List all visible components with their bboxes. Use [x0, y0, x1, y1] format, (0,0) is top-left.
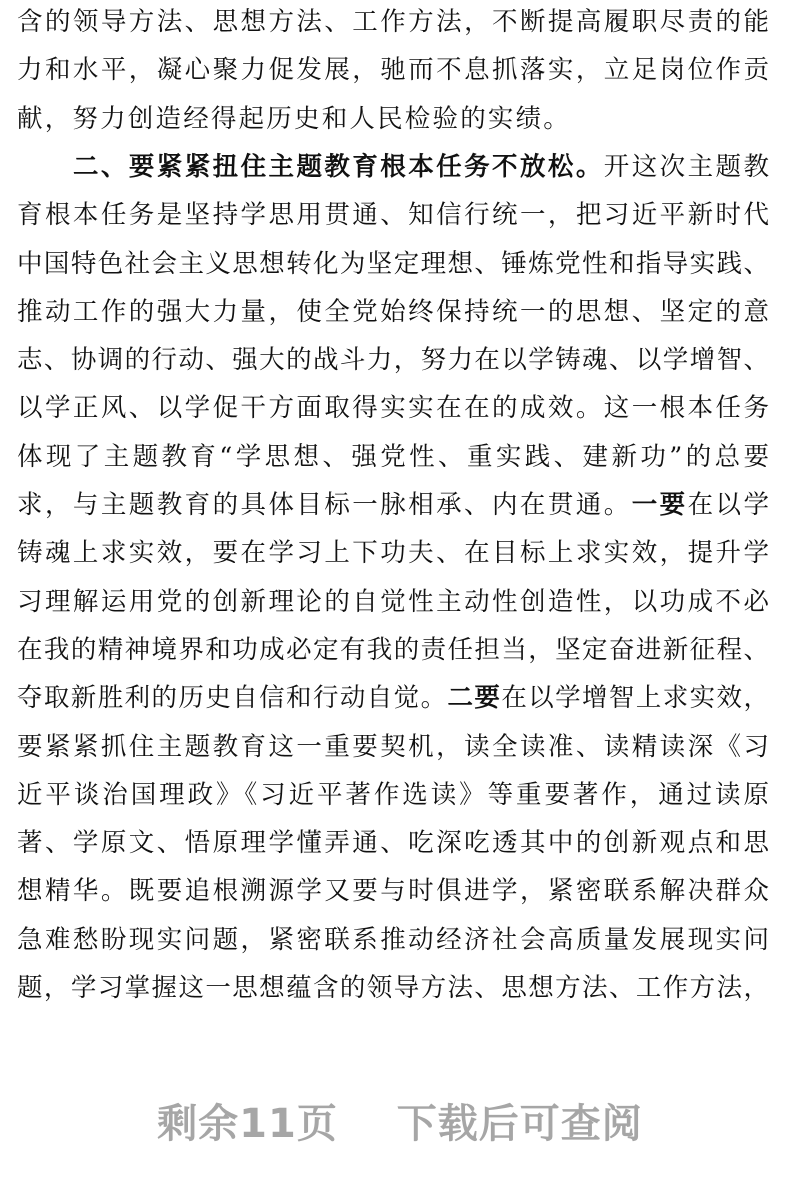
text-segment: 铸魂上求实效，要在学习上下功夫、在目标上求实效，提升学: [17, 538, 769, 569]
bold-text: 二要: [447, 683, 502, 714]
text-segment: 以学正风、以学促干方面取得实实在在的成效。这一根本任务: [17, 393, 769, 424]
text-segment: 求，与主题教育的具体目标一脉相承、内在贯通。: [17, 490, 632, 520]
text-segment: 力和水平，凝心聚力促发展，驰而不息抓落实，立足岗位作贡: [17, 55, 769, 86]
download-prompt[interactable]: [0, 1092, 800, 1149]
text-segment: 献，努力创造经得起历史和人民检验的实绩。: [17, 103, 572, 134]
text-segment: 要紧紧抓住主题教育这一重要契机，读全读准、读精读深《习: [17, 731, 769, 762]
text-segment: 近平谈治国理政》《习近平著作选读》等重要著作，通过读原: [17, 779, 769, 810]
text-segment: 育根本任务是坚持学思用贯通、知信行统一，把习近平新时代: [17, 200, 769, 231]
remaining-pages-label: 剩余11页: [157, 1101, 338, 1147]
text-segment: 中国特色社会主义思想转化为坚定理想、锤炼党性和指导实践、: [17, 248, 769, 279]
text-segment: 著、学原文、悟原理学懂弄通、吃深吃透其中的创新观点和思: [17, 828, 769, 859]
paragraph-line: [17, 340, 769, 380]
download-to-view-label[interactable]: 下载后可查阅: [396, 1101, 643, 1147]
text-segment: 在我的精神境界和功成必定有我的责任担当，坚定奋进新征程、: [17, 634, 769, 665]
text-segment: 推动工作的强大力量，使全党始终保持统一的思想、坚定的意: [17, 296, 769, 327]
paragraph-line: [17, 195, 769, 235]
paragraph-line: [17, 2, 769, 42]
paragraph-line: [17, 244, 769, 284]
paragraph-line: [17, 582, 769, 622]
text-segment: 想精华。既要追根溯源学又要与时俱进学，紧密联系解决群众: [17, 876, 769, 907]
paragraph-line: [17, 388, 769, 428]
section-heading-line: [73, 147, 769, 187]
text-segment: 开这次主题教: [603, 151, 769, 182]
paragraph-line: [17, 485, 769, 525]
paragraph-line: [17, 437, 769, 477]
paragraph-line: [17, 50, 769, 90]
text-segment: 题，学习掌握这一思想蕴含的领导方法、思想方法、工作方法，: [17, 973, 769, 1003]
paragraph-line: [17, 823, 769, 863]
text-segment: 含的领导方法、思想方法、工作方法，不断提高履职尽责的能: [17, 7, 769, 37]
paragraph-line: [17, 533, 769, 573]
paragraph-line: [17, 727, 769, 767]
text-segment: 在以学: [687, 490, 769, 520]
paragraph-line: [17, 99, 769, 139]
bold-text: 二、要紧紧扭住主题教育根本任务不放松。: [73, 151, 604, 182]
paragraph-line: [17, 678, 769, 718]
paragraph-line: [17, 775, 769, 815]
paragraph-line: [17, 630, 769, 670]
text-segment: 夺取新胜利的历史自信和行动自觉。: [17, 683, 448, 714]
paragraph-line: [17, 968, 769, 1008]
text-segment: 志、协调的行动、强大的战斗力，努力在以学铸魂、以学增智、: [17, 345, 769, 376]
text-segment: 体现了主题教育“学思想、强党性、重实践、建新功”的总要: [17, 441, 769, 472]
paragraph-line: [17, 871, 769, 911]
text-segment: 习理解运用党的创新理论的自觉性主动性创造性，以功成不必: [17, 586, 769, 617]
paragraph-line: [17, 292, 769, 332]
text-segment: 在以学增智上求实效，: [501, 683, 769, 714]
paragraph-line: [17, 920, 769, 960]
bold-text: 一要: [631, 490, 688, 520]
text-segment: 急难愁盼现实问题，紧密联系推动经济社会高质量发展现实问: [17, 924, 769, 955]
